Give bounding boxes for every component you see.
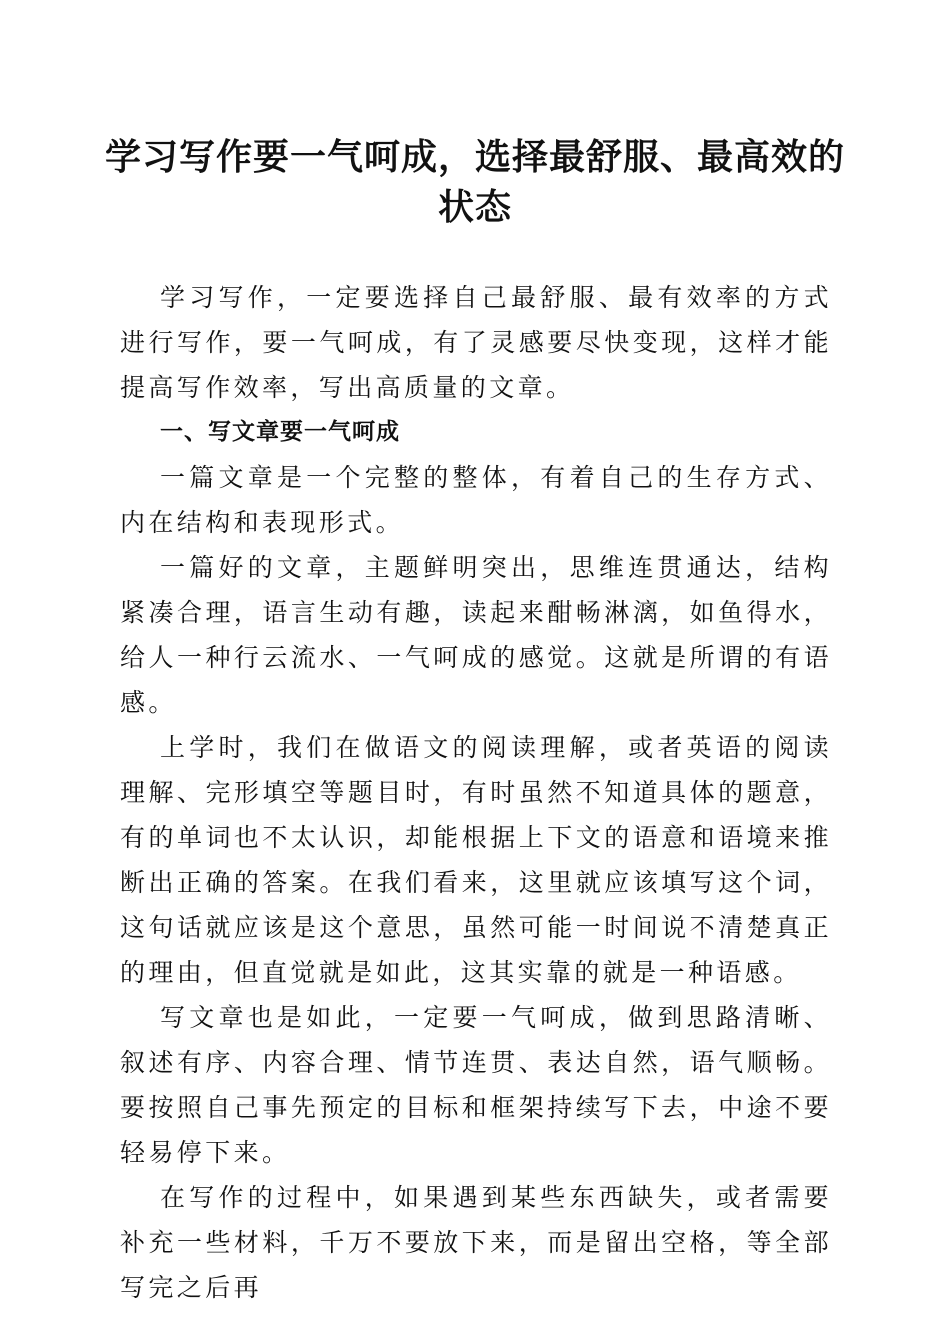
paragraph-missing-material: 在写作的过程中，如果遇到某些东西缺失，或者需要补充一些材料，千万不要放下来，而是留出空格，等全部写完之后再 [120,1183,832,1302]
document-body [120,275,832,1310]
section-heading: 一、写文章要一气呵成 [160,419,400,445]
paragraph-write-continuously: 写文章也是如此，一定要一气呵成，做到思路清晰、叙述有序、内容合理、情节连贯、表达自然，语气顺畅。要按照自己事先预定的目标和框架持续写下去，中途不要轻易停下来。 [120,1003,832,1167]
paragraph-school-reading: 上学时，我们在做语文的阅读理解，或者英语的阅读理解、完形填空等题目时，有时虽然不知道具体的题意，有的单词也不太认识，却能根据上下文的语意和语境来推断出正确的答案。在我们看来，这里就应该填写这个词，这句话就应该是这个意思，虽然可能一时间说不清楚真正的理由，但直觉就是如此，这其实靠的就是一种语感。 [120,733,832,987]
document-title: 学习写作要一气呵成，选择最舒服、最高效的状态 [104,136,845,228]
paragraph-intro: 学习写作，一定要选择自己最舒服、最有效率的方式进行写作，要一气呵成，有了灵感要尽快变现，这样才能提高写作效率，写出高质量的文章。 [120,283,832,402]
paragraph-article-whole: 一篇文章是一个完整的整体，有着自己的生存方式、内在结构和表现形式。 [120,463,832,537]
paragraph-good-article: 一篇好的文章，主题鲜明突出，思维连贯通达，结构紧凑合理，语言生动有趣，读起来酣畅淋漓，如鱼得水，给人一种行云流水、一气呵成的感觉。这就是所谓的有语感。 [120,553,832,717]
